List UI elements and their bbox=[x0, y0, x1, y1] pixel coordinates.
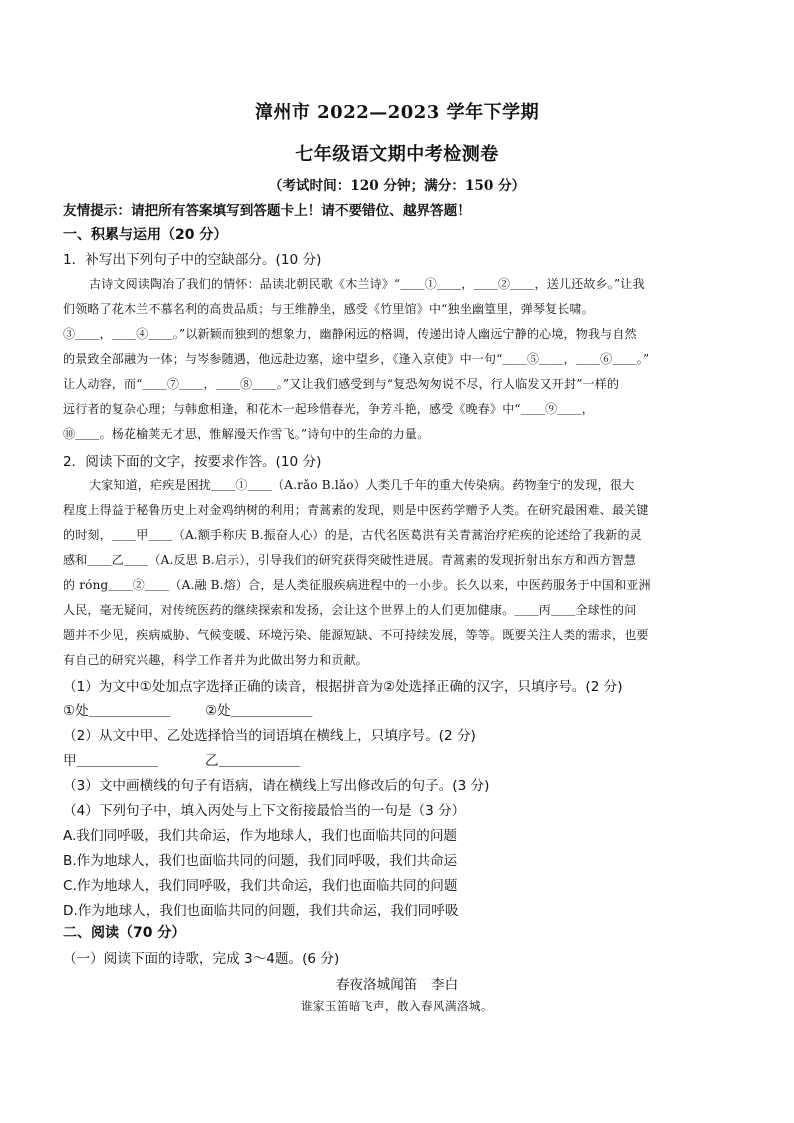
part2-heading: 二、阅读（70 分） bbox=[63, 925, 186, 941]
exam-subtitle: 七年级语文期中考检测卷 bbox=[295, 144, 499, 165]
q1-line: ⑩＿＿。杨花榆荚无才思，惟解漫天作雪飞。”诗句中的生命的力量。 bbox=[63, 427, 430, 441]
option-a[interactable]: A.我们同呼吸，我们共命运，作为地球人，我们也面临共同的问题 bbox=[63, 828, 458, 844]
q2-line: 程度上得益于秘鲁历史上对金鸡纳树的利用；青蒿素的发现，则是中医药学赠予人类。在研究最困难、最关键 bbox=[63, 503, 649, 517]
q2-sub2-blank1[interactable]: 甲＿＿＿＿＿＿ bbox=[63, 753, 159, 769]
q2-sub3: （3）文中画横线的句子有语病，请在横线上写出修改后的句子。(3 分) bbox=[63, 778, 490, 794]
option-d[interactable]: D.作为地球人，我们也面临共同的问题，我们共命运，我们同呼吸 bbox=[63, 903, 459, 919]
q1-line: 们领略了花木兰不慕名利的高贵品质；与王维静坐，感受《竹里馆》中“独坐幽篁里，弹琴复长啸。 bbox=[63, 302, 594, 316]
q2-line: 感和＿＿乙＿＿（A.反思 B.启示），引导我们的研究获得突破性进展。青蒿素的发现折射出东方和西方智慧 bbox=[63, 553, 636, 567]
q2-line: 大家知道，疟疾是困扰＿＿①＿＿（A.rǎo B.lǎo）人类几千年的重大传染病。药物奎宁的发现，很大 bbox=[89, 478, 635, 492]
q1-line: 的景致全部融为一体；与岑参随遇，他远赴边塞，途中望乡，《逢入京使》中一句“＿＿⑤＿＿，＿＿⑥＿＿。” bbox=[63, 352, 650, 366]
part1-heading: 一、积累与运用（20 分） bbox=[63, 227, 228, 243]
q2-stem: 2．阅读下面的文字，按要求作答。(10 分) bbox=[63, 454, 322, 470]
poem-title: 春夜洛城闻笛 李白 bbox=[335, 977, 459, 993]
part2-sub-heading: （一）阅读下面的诗歌，完成 3～4题。(6 分) bbox=[63, 951, 340, 967]
q1-line: ③＿＿，＿＿④＿＿。”以新颖而独到的想象力，幽静闲远的格调，传递出诗人幽远宁静的心境，物我与自然 bbox=[63, 327, 637, 341]
q2-sub4: （4）下列句子中，填入丙处与上下文衔接最恰当的一句是（3 分） bbox=[63, 803, 466, 819]
q2-sub1-blank1[interactable]: ①处＿＿＿＿＿＿ bbox=[63, 703, 171, 719]
q1-line: 远行者的复杂心理；与韩愈相逢，和花木一起珍惜春光，争芳斗艳，感受《晚春》中“＿＿⑨＿＿， bbox=[63, 402, 594, 416]
q2-line: 的时刻，＿＿甲＿＿（A.额手称庆 B.振奋人心）的是，古代名医葛洪有关青蒿治疗疟疾的论述给了我新的灵 bbox=[63, 528, 642, 542]
q2-line: 人民，毫无疑问，对传统医药的继续探索和发扬，会让这个世界上的人们更加健康。＿＿丙＿＿全球性的问 bbox=[63, 603, 637, 617]
option-b[interactable]: B.作为地球人，我们也面临共同的问题，我们同呼吸，我们共命运 bbox=[63, 853, 458, 869]
notice: 友情提示：请把所有答案填写到答题卡上！请不要错位、越界答题！ bbox=[63, 203, 471, 219]
q2-sub2-blank2[interactable]: 乙＿＿＿＿＿＿ bbox=[205, 753, 301, 769]
exam-info: （考试时间：120 分钟；满分：150 分） bbox=[268, 178, 526, 194]
q1-line: 古诗文阅读陶冶了我们的情怀：品读北朝民歌《木兰诗》“＿＿①＿＿，＿＿②＿＿，送儿还故乡。”让我 bbox=[89, 277, 645, 291]
q2-sub1-blank2[interactable]: ②处＿＿＿＿＿＿ bbox=[205, 703, 313, 719]
q2-line: 题并不少见，疾病威胁、气候变暖、环境污染、能源短缺、不可持续发展，等等。既要关注人类的需求，也要 bbox=[63, 628, 649, 642]
q2-sub2: （2）从文中甲、乙处选择恰当的词语填在横线上，只填序号。(2 分) bbox=[63, 728, 476, 744]
q2-sub1: （1）为文中①处加点字选择正确的读音，根据拼音为②处选择正确的汉字，只填序号。(2 分) bbox=[63, 679, 623, 695]
q1-line: 让人动容，而“＿＿⑦＿＿，＿＿⑧＿＿。”又让我们感受到与“复恐匆匆说不尽，行人临发又开封”一样的 bbox=[63, 377, 620, 391]
q2-line: 有自己的研究兴趣，科学工作者并为此做出努力和贡献。 bbox=[63, 653, 369, 667]
poem-line: 谁家玉笛暗飞声，散入春风满洛城。 bbox=[301, 999, 493, 1013]
exam-title: 漳州市 2022—2023 学年下学期 bbox=[254, 102, 540, 123]
q1-stem: 1．补写出下列句子中的空缺部分。(10 分) bbox=[63, 252, 322, 268]
q2-line: 的 róng＿＿②＿＿（A.融 B.熔）合，是人类征服疾病进程中的一小步。长久以来，中医药服务于中国和亚洲 bbox=[63, 578, 651, 592]
option-c[interactable]: C.作为地球人，我们同呼吸，我们共命运，我们也面临共同的问题 bbox=[63, 878, 458, 894]
